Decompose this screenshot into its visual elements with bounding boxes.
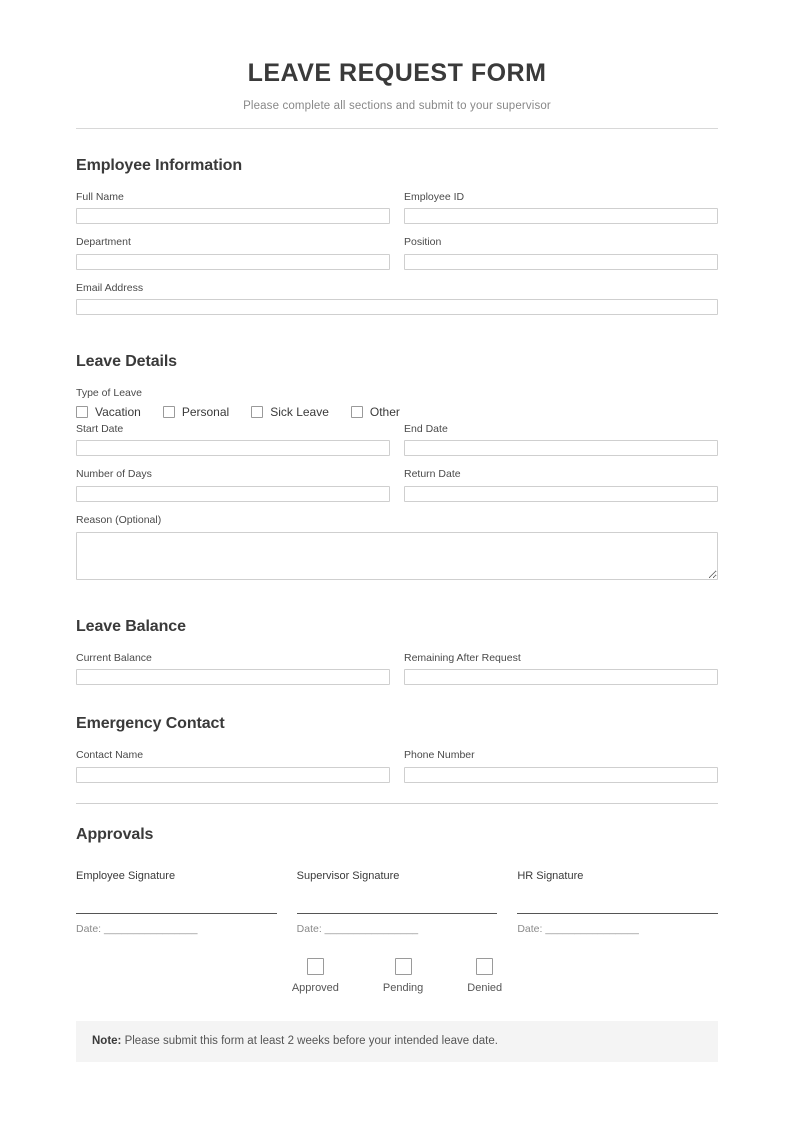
label-end-date: End Date	[404, 422, 448, 435]
checkbox-icon-approved[interactable]	[307, 958, 324, 975]
input-number-of-days[interactable]	[76, 486, 390, 502]
status-item-denied[interactable]	[467, 958, 502, 995]
label-number-of-days: Number of Days	[76, 468, 152, 481]
field-full-name	[76, 191, 390, 225]
section-title-leave-balance: Leave Balance	[76, 617, 186, 635]
field-row	[76, 514, 718, 580]
input-position[interactable]	[404, 254, 718, 270]
field-return-date	[404, 468, 718, 502]
label-employee-id: Employee ID	[404, 190, 465, 203]
field-row	[76, 652, 718, 686]
section-employee-information	[76, 157, 718, 316]
signature-label-supervisor: Supervisor Signature	[296, 869, 400, 882]
input-department[interactable]	[76, 254, 390, 270]
signature-date-hr[interactable]: Date: ________________	[517, 923, 639, 936]
spacer	[76, 327, 718, 353]
signature-row	[76, 870, 718, 936]
checkbox-icon-sick-leave[interactable]	[251, 406, 263, 418]
label-remaining-after-request: Remaining After Request	[404, 651, 521, 664]
field-current-balance	[76, 652, 390, 686]
input-end-date[interactable]	[404, 440, 718, 456]
label-phone-number: Phone Number	[404, 749, 475, 762]
textarea-reason[interactable]	[76, 532, 718, 580]
checkbox-icon-denied[interactable]	[476, 958, 493, 975]
signature-line-employee[interactable]	[76, 913, 277, 914]
field-end-date	[404, 423, 718, 457]
field-row	[76, 236, 718, 270]
input-start-date[interactable]	[76, 440, 390, 456]
note-text: Please submit this form at least 2 weeks before your intended leave date.	[121, 1034, 498, 1047]
input-full-name[interactable]	[76, 208, 390, 224]
input-return-date[interactable]	[404, 486, 718, 502]
section-divider	[76, 803, 718, 804]
status-label-approved: Approved	[291, 981, 339, 994]
status-label-denied: Denied	[467, 981, 503, 994]
checkbox-icon-personal[interactable]	[163, 406, 175, 418]
signature-block-supervisor	[297, 870, 498, 936]
signature-label-hr: HR Signature	[517, 869, 584, 882]
field-email-address	[76, 282, 718, 316]
field-row	[76, 468, 718, 502]
checkbox-item-personal[interactable]	[163, 406, 229, 418]
section-title-emergency-contact: Emergency Contact	[76, 715, 225, 733]
label-current-balance: Current Balance	[76, 651, 152, 664]
checkbox-icon-other[interactable]	[351, 406, 363, 418]
input-phone-number[interactable]	[404, 767, 718, 783]
signature-label-employee: Employee Signature	[76, 869, 176, 882]
input-current-balance[interactable]	[76, 669, 390, 685]
field-row	[76, 423, 718, 457]
field-department	[76, 236, 390, 270]
checkbox-label-sick-leave: Sick Leave	[270, 404, 329, 419]
page-subtitle: Please complete all sections and submit to your supervisor	[243, 99, 551, 112]
section-title-approvals: Approvals	[76, 825, 154, 843]
label-return-date: Return Date	[404, 468, 461, 481]
input-email-address[interactable]	[76, 299, 718, 315]
checkbox-group-leave-type	[76, 406, 718, 418]
checkbox-icon-pending[interactable]	[395, 958, 412, 975]
signature-block-employee	[76, 870, 277, 936]
note-label: Note:	[92, 1034, 122, 1047]
label-contact-name: Contact Name	[76, 749, 144, 762]
section-leave-balance	[76, 618, 718, 686]
spacer	[76, 697, 718, 715]
checkbox-label-other: Other	[369, 404, 400, 419]
field-reason	[76, 514, 718, 580]
section-emergency-contact	[76, 715, 718, 783]
signature-line-supervisor[interactable]	[297, 913, 498, 914]
approval-status-group	[76, 958, 718, 995]
field-number-of-days	[76, 468, 390, 502]
label-full-name: Full Name	[76, 190, 124, 203]
label-type-of-leave: Type of Leave	[76, 387, 142, 400]
checkbox-item-other[interactable]	[351, 406, 400, 418]
field-position	[404, 236, 718, 270]
section-approvals	[76, 826, 718, 995]
section-leave-details	[76, 353, 718, 579]
field-row	[76, 191, 718, 225]
label-start-date: Start Date	[76, 422, 124, 435]
field-contact-name	[76, 749, 390, 783]
section-title-employee-information: Employee Information	[76, 156, 243, 174]
section-title-leave-details: Leave Details	[76, 353, 177, 371]
status-item-pending[interactable]	[383, 958, 423, 995]
label-position: Position	[404, 236, 442, 249]
status-label-pending: Pending	[382, 981, 424, 994]
label-reason: Reason (Optional)	[76, 514, 162, 527]
checkbox-item-vacation[interactable]	[76, 406, 141, 418]
field-remaining-after-request	[404, 652, 718, 686]
spacer	[76, 592, 718, 618]
field-row	[76, 749, 718, 783]
form-header	[76, 60, 718, 129]
field-row	[76, 282, 718, 316]
checkbox-label-personal: Personal	[181, 404, 230, 419]
label-email-address: Email Address	[76, 281, 144, 294]
signature-block-hr	[517, 870, 718, 936]
signature-line-hr[interactable]	[517, 913, 718, 914]
label-department: Department	[76, 236, 131, 249]
field-start-date	[76, 423, 390, 457]
page-title: LEAVE REQUEST FORM	[247, 59, 547, 87]
checkbox-icon-vacation[interactable]	[76, 406, 88, 418]
checkbox-item-sick-leave[interactable]	[251, 406, 329, 418]
input-contact-name[interactable]	[76, 767, 390, 783]
note-banner	[76, 1021, 718, 1062]
status-item-approved[interactable]	[292, 958, 339, 995]
input-remaining-after-request[interactable]	[404, 669, 718, 685]
signature-date-employee[interactable]: Date: ________________	[76, 923, 198, 936]
input-employee-id[interactable]	[404, 208, 718, 224]
checkbox-label-vacation: Vacation	[95, 404, 141, 419]
field-employee-id	[404, 191, 718, 225]
field-phone-number	[404, 749, 718, 783]
signature-date-supervisor[interactable]: Date: ________________	[296, 923, 419, 936]
